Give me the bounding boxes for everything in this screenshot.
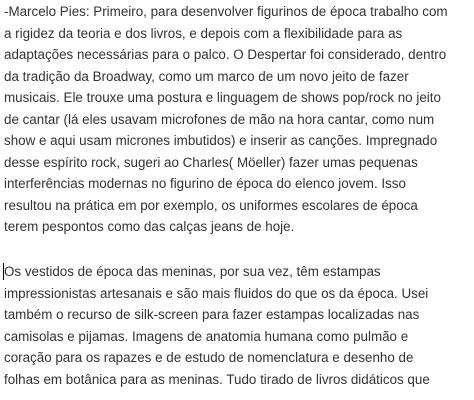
text-line: resultou na prática em por exemplo, os uniformes escolares de época <box>4 197 418 213</box>
text-line: Os vestidos de época das meninas, por sua vez, têm estampas <box>4 264 381 279</box>
text-line: terem pespontos como das calças jeans de hoje. <box>4 219 295 234</box>
text-line: musicais. Ele trouxe uma postura e linguagem de shows pop/rock no jeito <box>4 90 441 105</box>
text-line: a rigidez da teoria e dos livros, e depois com a flexibilidade para as <box>4 25 403 41</box>
text-line: camisolas e pijamas. Imagens de anatomia humana como pulmão e <box>4 328 409 344</box>
paragraph-interview-answer <box>4 1 474 238</box>
text-line: folhas em botânica para as meninas. Tudo tirado de livros didáticos que <box>4 371 430 387</box>
text-line: adaptações necessárias para o palco. O Despertar foi considerado, dentro <box>4 47 447 62</box>
text-line: da tradição da Broadway, como um marco de um novo jeito de fazer <box>4 68 409 84</box>
paragraph-costumes[interactable] <box>4 261 474 390</box>
text-line: -Marcelo Pies: Primeiro, para desenvolver figurinos de época trabalho com <box>4 4 448 19</box>
text-line: desse espírito rock, sugeri ao Charles( Möeller) fazer umas pequenas <box>4 154 418 170</box>
text-line: coração para os rapazes e de estudo de nomenclatura e desenho de <box>4 350 414 365</box>
text-line: interferências modernas no figurino de época do elenco jovem. Isso <box>4 176 406 191</box>
text-line: impressionistas artesanais e são mais fluidos do que os da época. Usei <box>4 285 429 301</box>
text-line: de cantar (lá eles usavam microfones de mão na hora cantar, como num <box>4 111 435 127</box>
text-line: show e aqui usam micrones imbutidos) e inserir as canções. Impregnado <box>4 133 438 148</box>
text-line: também o recurso de silk-screen para fazer estampas localizadas nas <box>4 307 420 322</box>
